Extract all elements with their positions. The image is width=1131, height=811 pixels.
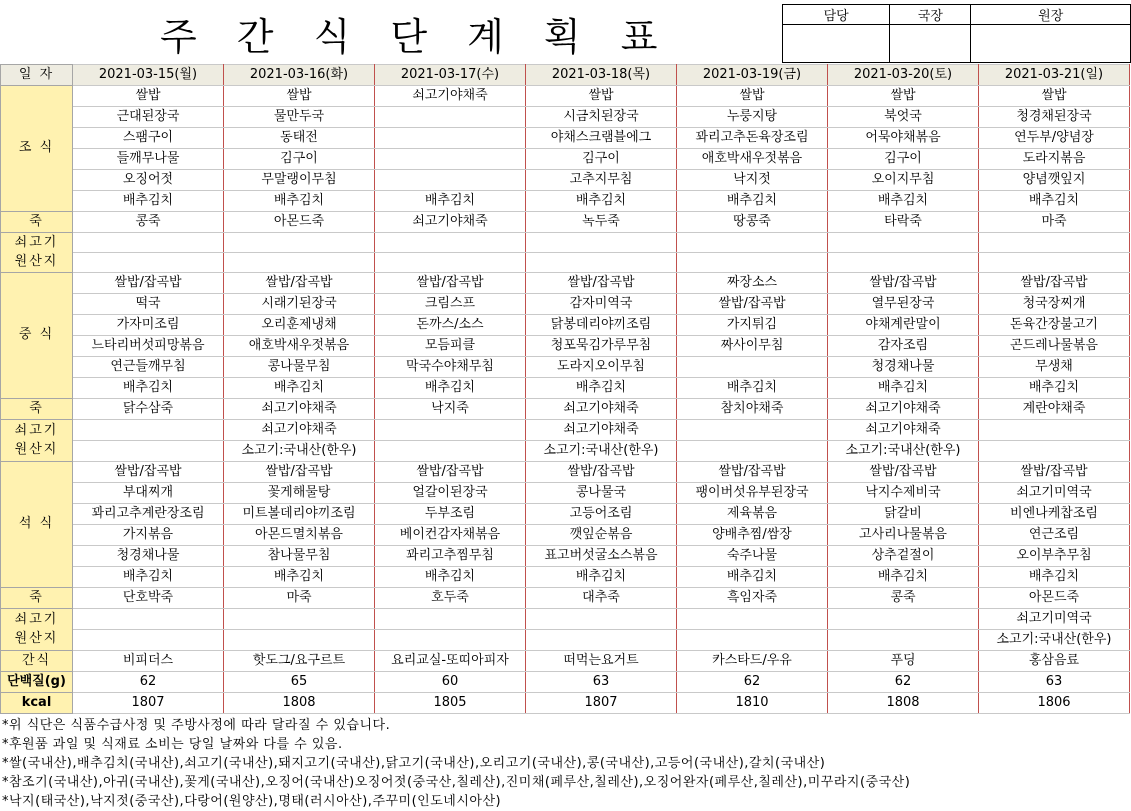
porridge-lunch-label	[1, 399, 73, 420]
beef-origin-dinner-cell	[677, 609, 828, 630]
breakfast-cell: 애호박새우젓볶음	[677, 149, 828, 170]
lunch-cell: 청국장찌개	[979, 294, 1130, 315]
lunch-cell: 가지튀김	[677, 315, 828, 336]
beef-origin-lunch-cell	[979, 420, 1130, 441]
beef-origin-dinner-label	[1, 609, 73, 651]
dinner-cell: 쌀밥/잡곡밥	[375, 462, 526, 483]
dinner-cell: 숙주나물	[677, 546, 828, 567]
dinner-cell: 오이부추무침	[979, 546, 1130, 567]
porridge-breakfast-cell: 땅콩죽	[677, 212, 828, 233]
porridge-dinner-cell: 단호박죽	[73, 588, 224, 609]
porridge-breakfast-cell: 타락죽	[828, 212, 979, 233]
beef-origin-breakfast-label-text: 쇠고기 원산지	[14, 235, 59, 269]
breakfast-label	[1, 86, 73, 212]
approval-sign-manager[interactable]	[783, 25, 890, 63]
dinner-cell: 닭갈비	[828, 504, 979, 525]
snack-cell: 떠먹는요거트	[526, 651, 677, 672]
breakfast-row	[1, 107, 1130, 128]
breakfast-cell	[375, 170, 526, 191]
porridge-lunch-row	[1, 399, 1130, 420]
breakfast-cell: 배추김치	[224, 191, 375, 212]
breakfast-cell: 연두부/양념장	[979, 128, 1130, 149]
date-header: 2021-03-17(수)	[375, 65, 526, 86]
dinner-cell: 제육볶음	[677, 504, 828, 525]
dinner-cell: 배추김치	[73, 567, 224, 588]
breakfast-cell: 김구이	[224, 149, 375, 170]
breakfast-row	[1, 128, 1130, 149]
breakfast-cell: 쌀밥	[526, 86, 677, 107]
breakfast-cell	[375, 128, 526, 149]
beef-origin-dinner-cell	[73, 630, 224, 651]
lunch-cell: 크림스프	[375, 294, 526, 315]
porridge-dinner-cell: 흑임자죽	[677, 588, 828, 609]
snack-cell: 핫도그/요구르트	[224, 651, 375, 672]
notes-section	[0, 716, 1131, 811]
breakfast-cell: 쌀밥	[73, 86, 224, 107]
protein-label-text: 단백질(g)	[7, 673, 66, 689]
dinner-label	[1, 462, 73, 588]
note-line: *쌀(국내산),배추김치(국내산),쇠고기(국내산),돼지고기(국내산),닭고기(국내산),오리고기(국내산),콩(국내산),고등어(국내산),갈치(국내산)	[2, 756, 826, 771]
beef-origin-lunch-cell: 쇠고기야채죽	[526, 420, 677, 441]
approval-header-head: 원장	[971, 5, 1131, 25]
approval-box	[782, 4, 1131, 63]
beef-origin-breakfast-cell	[677, 253, 828, 273]
dinner-cell: 꽈리고추계란장조림	[73, 504, 224, 525]
dinner-row	[1, 504, 1130, 525]
beef-origin-breakfast-cell	[73, 233, 224, 253]
beef-origin-breakfast-cell	[224, 233, 375, 253]
lunch-cell: 모듬피클	[375, 336, 526, 357]
dinner-cell: 고사리나물볶음	[828, 525, 979, 546]
lunch-cell: 오리훈제냉채	[224, 315, 375, 336]
dinner-cell: 쌀밥/잡곡밥	[677, 462, 828, 483]
beef-origin-lunch-cell	[73, 441, 224, 462]
protein-cell: 63	[526, 672, 677, 693]
beef-origin-dinner-cell	[375, 630, 526, 651]
kcal-label	[1, 693, 73, 714]
porridge-breakfast-label	[1, 212, 73, 233]
beef-origin-dinner-cell	[224, 609, 375, 630]
breakfast-cell: 야채스크램블에그	[526, 128, 677, 149]
lunch-cell: 돈육간장불고기	[979, 315, 1130, 336]
lunch-cell: 시래기된장국	[224, 294, 375, 315]
dinner-cell: 배추김치	[224, 567, 375, 588]
breakfast-cell: 배추김치	[375, 191, 526, 212]
dinner-cell: 참나물무침	[224, 546, 375, 567]
beef-origin-dinner-cell	[526, 609, 677, 630]
lunch-label-text: 중 식	[18, 327, 55, 343]
porridge-lunch-cell: 쇠고기야채죽	[526, 399, 677, 420]
breakfast-row	[1, 149, 1130, 170]
date-header: 2021-03-15(월)	[73, 65, 224, 86]
dinner-cell: 쌀밥/잡곡밥	[828, 462, 979, 483]
lunch-label	[1, 273, 73, 399]
breakfast-cell: 물만두국	[224, 107, 375, 128]
note-line: *위 식단은 식품수급사정 및 주방사정에 따라 달라질 수 있습니다.	[2, 718, 391, 733]
beef-origin-breakfast-cell	[375, 253, 526, 273]
porridge-dinner-label	[1, 588, 73, 609]
beef-origin-dinner-cell	[224, 630, 375, 651]
lunch-cell: 곤드레나물볶음	[979, 336, 1130, 357]
breakfast-cell: 꽈리고추돈육장조림	[677, 128, 828, 149]
breakfast-cell: 쌀밥	[224, 86, 375, 107]
beef-origin-dinner-cell	[677, 630, 828, 651]
dinner-cell: 고등어조림	[526, 504, 677, 525]
snack-label	[1, 651, 73, 672]
breakfast-cell: 배추김치	[526, 191, 677, 212]
beef-origin-breakfast-cell	[375, 233, 526, 253]
porridge-breakfast-cell: 녹두죽	[526, 212, 677, 233]
lunch-row	[1, 357, 1130, 378]
breakfast-cell: 오징어젓	[73, 170, 224, 191]
protein-cell: 62	[828, 672, 979, 693]
lunch-cell: 도라지오이무침	[526, 357, 677, 378]
porridge-dinner-row	[1, 588, 1130, 609]
dinner-label-text: 석 식	[18, 516, 55, 532]
kcal-label-text: kcal	[21, 694, 52, 710]
protein-cell: 62	[73, 672, 224, 693]
lunch-cell: 막국수야채무침	[375, 357, 526, 378]
breakfast-cell: 배추김치	[979, 191, 1130, 212]
lunch-row	[1, 315, 1130, 336]
breakfast-cell: 낙지젓	[677, 170, 828, 191]
lunch-row	[1, 273, 1130, 294]
breakfast-cell	[375, 149, 526, 170]
breakfast-cell: 고추지무침	[526, 170, 677, 191]
beef-origin-breakfast-cell	[979, 253, 1130, 273]
lunch-cell: 느타리버섯피망볶음	[73, 336, 224, 357]
breakfast-cell: 시금치된장국	[526, 107, 677, 128]
dinner-cell: 꽃게해물탕	[224, 483, 375, 504]
date-header: 2021-03-19(금)	[677, 65, 828, 86]
dinner-cell: 배추김치	[828, 567, 979, 588]
snack-cell: 요리교실-또띠아피자	[375, 651, 526, 672]
dinner-cell: 쌀밥/잡곡밥	[73, 462, 224, 483]
breakfast-cell: 김구이	[828, 149, 979, 170]
dinner-cell: 깻잎순볶음	[526, 525, 677, 546]
date-header: 2021-03-20(토)	[828, 65, 979, 86]
breakfast-row	[1, 170, 1130, 191]
breakfast-cell: 청경채된장국	[979, 107, 1130, 128]
beef-origin-breakfast-cell	[677, 233, 828, 253]
note-line: *낙지(태국산),낙지젓(중국산),다랑어(원양산),명태(러시아산),주꾸미(인도네시아산)	[2, 794, 502, 809]
lunch-cell: 쌀밥/잡곡밥	[224, 273, 375, 294]
beef-origin-dinner-cell: 쇠고기미역국	[979, 609, 1130, 630]
porridge-dinner-cell: 아몬드죽	[979, 588, 1130, 609]
date-header-row	[1, 65, 1130, 86]
dinner-cell: 상추겉절이	[828, 546, 979, 567]
kcal-cell: 1807	[73, 693, 224, 714]
porridge-breakfast-cell: 아몬드죽	[224, 212, 375, 233]
beef-origin-breakfast-row	[1, 253, 1130, 273]
note-line: *참조기(국내산),아귀(국내산),꽃게(국내산),오징어(국내산)오징어젓(중국산,칠레산),진미채(페루산,칠레산),오징어완자(페루산,칠레산),미꾸라지(중국산)	[2, 775, 911, 790]
beef-origin-lunch-label-text: 쇠고기 원산지	[14, 423, 59, 457]
beef-origin-breakfast-cell	[73, 253, 224, 273]
page-header	[0, 0, 1131, 64]
lunch-cell: 감자조림	[828, 336, 979, 357]
breakfast-cell: 누룽지탕	[677, 107, 828, 128]
approval-header-director: 국장	[890, 5, 971, 25]
snack-label-text: 간식	[21, 652, 52, 668]
beef-origin-lunch-cell	[375, 420, 526, 441]
dinner-cell: 쇠고기미역국	[979, 483, 1130, 504]
lunch-cell: 배추김치	[828, 378, 979, 399]
dinner-row	[1, 546, 1130, 567]
breakfast-cell: 쌀밥	[828, 86, 979, 107]
dinner-cell: 콩나물국	[526, 483, 677, 504]
snack-cell: 비피더스	[73, 651, 224, 672]
porridge-breakfast-cell: 쇠고기야채죽	[375, 212, 526, 233]
lunch-cell: 가자미조림	[73, 315, 224, 336]
lunch-cell: 청포묵김가루무침	[526, 336, 677, 357]
beef-origin-dinner-cell: 소고기:국내산(한우)	[979, 630, 1130, 651]
beef-origin-breakfast-cell	[526, 253, 677, 273]
dinner-row	[1, 567, 1130, 588]
porridge-lunch-label-text: 죽	[29, 400, 44, 416]
kcal-cell: 1805	[375, 693, 526, 714]
beef-origin-lunch-cell: 소고기:국내산(한우)	[224, 441, 375, 462]
kcal-cell: 1808	[828, 693, 979, 714]
dinner-cell: 쌀밥/잡곡밥	[224, 462, 375, 483]
lunch-cell: 닭봉데리야끼조림	[526, 315, 677, 336]
beef-origin-breakfast-cell	[828, 233, 979, 253]
lunch-row	[1, 294, 1130, 315]
breakfast-cell: 오이지무침	[828, 170, 979, 191]
lunch-cell: 배추김치	[375, 378, 526, 399]
date-corner-label: 일 자	[1, 65, 73, 86]
dinner-cell: 미트볼데리야끼조림	[224, 504, 375, 525]
beef-origin-breakfast-cell	[224, 253, 375, 273]
porridge-dinner-label-text: 죽	[29, 589, 44, 605]
beef-origin-lunch-cell: 소고기:국내산(한우)	[526, 441, 677, 462]
dinner-cell: 양배추찜/쌈장	[677, 525, 828, 546]
date-header: 2021-03-18(목)	[526, 65, 677, 86]
weekly-menu-table	[0, 64, 1130, 714]
protein-cell: 63	[979, 672, 1130, 693]
dinner-cell: 두부조림	[375, 504, 526, 525]
beef-origin-lunch-cell: 쇠고기야채죽	[224, 420, 375, 441]
porridge-breakfast-cell: 콩죽	[73, 212, 224, 233]
beef-origin-dinner-row	[1, 630, 1130, 651]
beef-origin-lunch-cell	[677, 441, 828, 462]
porridge-breakfast-cell: 마죽	[979, 212, 1130, 233]
breakfast-cell: 쌀밥	[979, 86, 1130, 107]
page-title: 주 간 식 단 계 획 표	[160, 15, 672, 59]
breakfast-cell: 북엇국	[828, 107, 979, 128]
lunch-cell: 쌀밥/잡곡밥	[375, 273, 526, 294]
snack-row	[1, 651, 1130, 672]
lunch-cell: 연근들깨무침	[73, 357, 224, 378]
beef-origin-lunch-row	[1, 420, 1130, 441]
snack-cell: 푸딩	[828, 651, 979, 672]
breakfast-cell: 양념깻잎지	[979, 170, 1130, 191]
beef-origin-lunch-label	[1, 420, 73, 462]
lunch-cell: 무생채	[979, 357, 1130, 378]
dinner-cell: 배추김치	[677, 567, 828, 588]
beef-origin-breakfast-cell	[526, 233, 677, 253]
dinner-cell: 쌀밥/잡곡밥	[526, 462, 677, 483]
protein-cell: 65	[224, 672, 375, 693]
note-line: *후원품 과일 및 식재료 소비는 당일 날짜와 다를 수 있음.	[2, 737, 343, 752]
porridge-lunch-cell: 낙지죽	[375, 399, 526, 420]
dinner-cell: 배추김치	[375, 567, 526, 588]
breakfast-cell: 쌀밥	[677, 86, 828, 107]
date-header: 2021-03-16(화)	[224, 65, 375, 86]
porridge-dinner-cell: 마죽	[224, 588, 375, 609]
dinner-cell: 청경채나물	[73, 546, 224, 567]
approval-sign-head[interactable]	[971, 25, 1131, 63]
beef-origin-lunch-cell	[375, 441, 526, 462]
dinner-cell: 팽이버섯유부된장국	[677, 483, 828, 504]
kcal-cell: 1806	[979, 693, 1130, 714]
lunch-cell: 쌀밥/잡곡밥	[73, 273, 224, 294]
lunch-cell: 쌀밥/잡곡밥	[526, 273, 677, 294]
beef-origin-lunch-cell: 쇠고기야채죽	[828, 420, 979, 441]
breakfast-cell: 도라지볶음	[979, 149, 1130, 170]
protein-label	[1, 672, 73, 693]
lunch-cell: 돈까스/소스	[375, 315, 526, 336]
kcal-cell: 1810	[677, 693, 828, 714]
porridge-lunch-cell: 참치야채죽	[677, 399, 828, 420]
breakfast-cell: 동태전	[224, 128, 375, 149]
porridge-lunch-cell: 쇠고기야채죽	[224, 399, 375, 420]
lunch-cell: 쌀밥/잡곡밥	[828, 273, 979, 294]
lunch-cell: 배추김치	[526, 378, 677, 399]
dinner-row	[1, 483, 1130, 504]
dinner-cell: 비엔나케찹조림	[979, 504, 1130, 525]
lunch-cell: 열무된장국	[828, 294, 979, 315]
dinner-cell: 낙지수제비국	[828, 483, 979, 504]
lunch-row	[1, 378, 1130, 399]
dinner-cell: 가지볶음	[73, 525, 224, 546]
lunch-cell: 감자미역국	[526, 294, 677, 315]
beef-origin-dinner-label-text: 쇠고기 원산지	[14, 612, 59, 646]
lunch-cell: 배추김치	[224, 378, 375, 399]
breakfast-cell: 무말랭이무침	[224, 170, 375, 191]
lunch-cell: 배추김치	[73, 378, 224, 399]
dinner-cell: 배추김치	[526, 567, 677, 588]
beef-origin-lunch-cell	[677, 420, 828, 441]
beef-origin-lunch-cell	[979, 441, 1130, 462]
dinner-cell: 쌀밥/잡곡밥	[979, 462, 1130, 483]
porridge-dinner-cell: 콩죽	[828, 588, 979, 609]
protein-cell: 60	[375, 672, 526, 693]
breakfast-cell: 쇠고기야채죽	[375, 86, 526, 107]
dinner-cell: 배추김치	[979, 567, 1130, 588]
approval-sign-director[interactable]	[890, 25, 971, 63]
protein-cell: 62	[677, 672, 828, 693]
dinner-cell: 부대찌개	[73, 483, 224, 504]
lunch-cell: 청경채나물	[828, 357, 979, 378]
breakfast-cell: 김구이	[526, 149, 677, 170]
beef-origin-breakfast-cell	[828, 253, 979, 273]
porridge-lunch-cell: 닭수삼죽	[73, 399, 224, 420]
dinner-row	[1, 462, 1130, 483]
dinner-cell: 아몬드멸치볶음	[224, 525, 375, 546]
porridge-dinner-cell: 대추죽	[526, 588, 677, 609]
beef-origin-breakfast-row	[1, 233, 1130, 253]
dinner-cell: 표고버섯굴소스볶음	[526, 546, 677, 567]
lunch-cell: 떡국	[73, 294, 224, 315]
dinner-cell: 베이컨감자채볶음	[375, 525, 526, 546]
breakfast-cell: 배추김치	[677, 191, 828, 212]
snack-cell: 카스타드/우유	[677, 651, 828, 672]
dinner-cell: 연근조림	[979, 525, 1130, 546]
lunch-cell: 배추김치	[677, 378, 828, 399]
beef-origin-lunch-cell: 소고기:국내산(한우)	[828, 441, 979, 462]
breakfast-row	[1, 191, 1130, 212]
breakfast-cell: 어묵야채볶음	[828, 128, 979, 149]
beef-origin-dinner-cell	[375, 609, 526, 630]
snack-cell: 홍삼음료	[979, 651, 1130, 672]
kcal-cell: 1808	[224, 693, 375, 714]
breakfast-cell: 배추김치	[828, 191, 979, 212]
porridge-breakfast-row	[1, 212, 1130, 233]
breakfast-cell: 들깨무나물	[73, 149, 224, 170]
protein-row	[1, 672, 1130, 693]
lunch-cell: 쌀밥/잡곡밥	[979, 273, 1130, 294]
breakfast-cell: 스팸구이	[73, 128, 224, 149]
breakfast-cell: 근대된장국	[73, 107, 224, 128]
lunch-cell: 애호박새우젓볶음	[224, 336, 375, 357]
lunch-cell	[677, 357, 828, 378]
breakfast-cell: 배추김치	[73, 191, 224, 212]
kcal-cell: 1807	[526, 693, 677, 714]
kcal-row	[1, 693, 1130, 714]
lunch-cell: 쌀밥/잡곡밥	[677, 294, 828, 315]
breakfast-row	[1, 86, 1130, 107]
porridge-dinner-cell: 호두죽	[375, 588, 526, 609]
lunch-row	[1, 336, 1130, 357]
beef-origin-dinner-row	[1, 609, 1130, 630]
dinner-cell: 얼갈이된장국	[375, 483, 526, 504]
porridge-breakfast-label-text: 죽	[29, 213, 44, 229]
lunch-cell: 짜사이무침	[677, 336, 828, 357]
porridge-lunch-cell: 쇠고기야채죽	[828, 399, 979, 420]
beef-origin-dinner-cell	[828, 609, 979, 630]
date-header: 2021-03-21(일)	[979, 65, 1130, 86]
lunch-cell: 야채계란말이	[828, 315, 979, 336]
dinner-row	[1, 525, 1130, 546]
porridge-lunch-cell: 계란야채죽	[979, 399, 1130, 420]
beef-origin-breakfast-cell	[979, 233, 1130, 253]
beef-origin-lunch-row	[1, 441, 1130, 462]
beef-origin-dinner-cell	[73, 609, 224, 630]
beef-origin-lunch-cell	[73, 420, 224, 441]
beef-origin-dinner-cell	[828, 630, 979, 651]
lunch-cell: 배추김치	[979, 378, 1130, 399]
lunch-cell: 짜장소스	[677, 273, 828, 294]
dinner-cell: 꽈리고추찜무침	[375, 546, 526, 567]
approval-header-manager: 담당	[783, 5, 890, 25]
lunch-cell: 콩나물무침	[224, 357, 375, 378]
breakfast-label-text: 조 식	[18, 140, 55, 156]
beef-origin-dinner-cell	[526, 630, 677, 651]
breakfast-cell	[375, 107, 526, 128]
beef-origin-breakfast-label	[1, 233, 73, 273]
